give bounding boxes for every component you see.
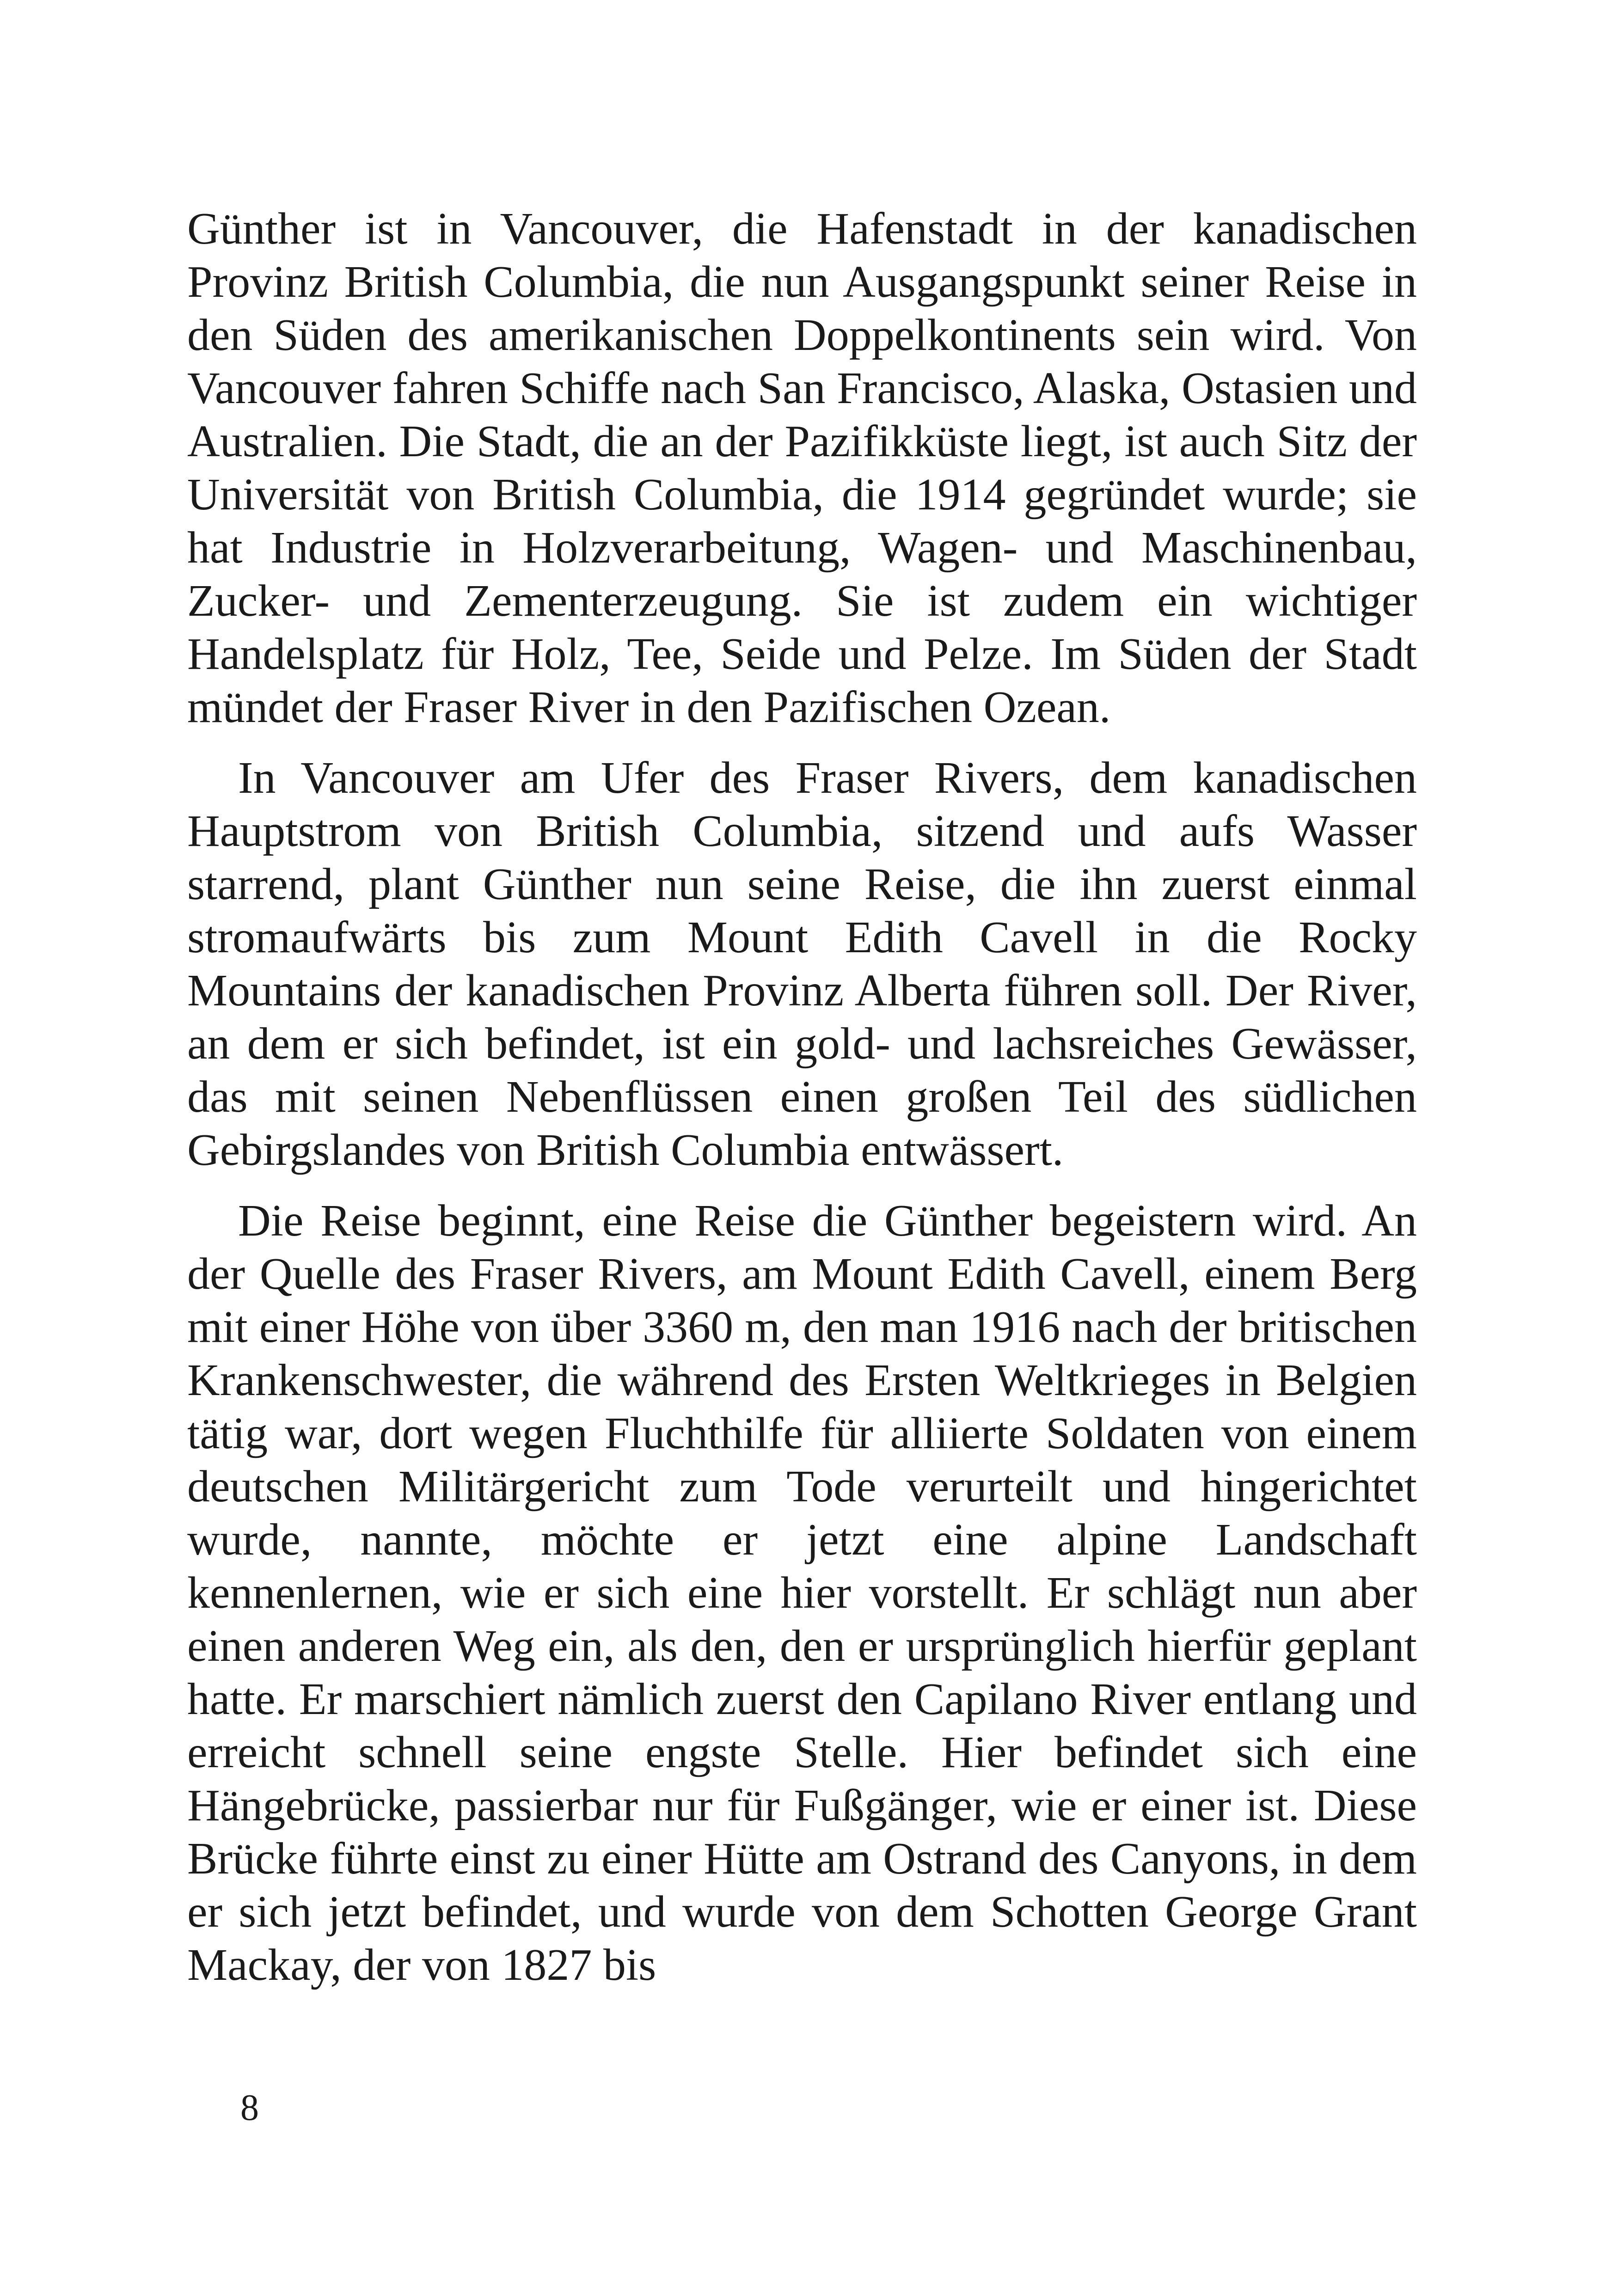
paragraph-1: Günther ist in Vancouver, die Hafenstadt in der kanadischen Provinz British Columbia, die nun Ausgangspunkt seiner Reise in den Süden des amerikanischen Doppelkontinents sein wird. Von Vancouver fahren Schiffe nach San Francisco, Alaska, Ostasien und Australien. Die Stadt, die an der Pazifikküste liegt, ist auch Sitz der Universität von British Columbia, die 1914 gegründet wurde; sie hat Industrie in Holzverarbeitung, Wagen- und Maschinenbau, Zucker- und Zementerzeugung. Sie ist zudem ein wichtiger Handelsplatz für Holz, Tee, Seide und Pelze. Im Süden der Stadt mündet der Fraser River in den Pazifischen Ozean. bbox=[187, 204, 1417, 732]
body-text bbox=[187, 202, 1417, 2009]
paragraph-3: Die Reise beginnt, eine Reise die Günther begeistern wird. An der Quelle des Fraser Rivers, am Mount Edith Cavell, einem Berg mit einer Höhe von über 3360 m, den man 1916 nach der britischen Krankenschwester, die während des Ersten Weltkrieges in Belgien tätig war, dort wegen Fluchthilfe für alliierte Soldaten von einem deutschen Militärgericht zum Tode verurteilt und hingerichtet wurde, nannte, möchte er jetzt eine alpine Landschaft kennenlernen, wie er sich eine hier vorstellt. Er schlägt nun aber einen anderen Weg ein, als den, den er ursprünglich hierfür geplant hatte. Er marschiert nämlich zuerst den Capilano River entlang und erreicht schnell seine engste Stelle. Hier befindet sich eine Hängebrücke, passierbar nur für Fußgänger, wie er einer ist. Diese Brücke führte einst zu einer Hütte am Ostrand des Canyons, in dem er sich jetzt befindet, und wurde von dem Schotten George Grant Mackay, der von 1827 bis bbox=[187, 1196, 1417, 1990]
paragraph-2: In Vancouver am Ufer des Fraser Rivers, dem kanadischen Hauptstrom von British Columbia, sitzend und aufs Wasser starrend, plant Günther nun seine Reise, die ihn zuerst einmal stromaufwärts bis zum Mount Edith Cavell in die Rocky Mountains der kanadischen Provinz Alberta führen soll. Der River, an dem er sich befindet, ist ein gold- und lachsreiches Gewässer, das mit seinen Nebenflüssen einen großen Teil des südlichen Gebirgslandes von British Columbia entwässert. bbox=[187, 753, 1417, 1175]
page-number: 8 bbox=[240, 2088, 259, 2128]
